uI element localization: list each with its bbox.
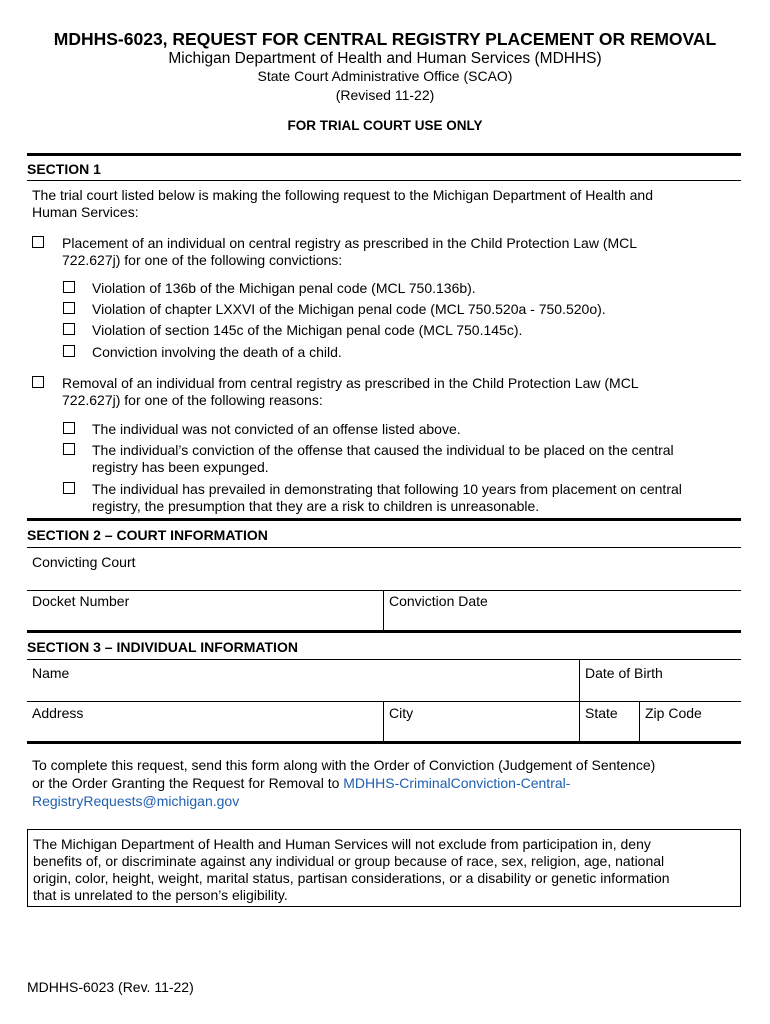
section3-top-rule bbox=[27, 630, 741, 633]
expunged-checkbox[interactable] bbox=[63, 443, 75, 455]
city-column-divider bbox=[383, 701, 384, 742]
zip-column-divider bbox=[639, 701, 640, 742]
section1-heading-rule bbox=[27, 180, 741, 181]
dob-label: Date of Birth bbox=[585, 665, 663, 681]
revision-note: (Revised 11-22) bbox=[335, 87, 435, 103]
form-footer-id: MDHHS-6023 (Rev. 11-22) bbox=[27, 979, 194, 995]
prevailed-label-line2: registry, the presumption that they are a risk to children is unreasonable. bbox=[92, 498, 540, 514]
docket-number-label: Docket Number bbox=[32, 593, 130, 609]
agency-name: Michigan Department of Health and Human Services (MDHHS) bbox=[168, 50, 602, 67]
prevailed-label-line1: The individual has prevailed in demonstrating that following 10 years from placement on central bbox=[92, 481, 682, 497]
placement-line1: Placement of an individual on central registry as prescribed in the Child Protection Law (MCL bbox=[62, 235, 638, 251]
conviction-child-death-label: Conviction involving the death of a child. bbox=[92, 344, 342, 360]
conviction-lxxvi-checkbox[interactable] bbox=[63, 302, 75, 314]
notice-line1: The Michigan Department of Health and Human Services will not exclude from participation in, deny bbox=[33, 836, 651, 852]
removal-line1: Removal of an individual from central registry as prescribed in the Child Protection Law (MCL bbox=[62, 375, 639, 391]
city-label: City bbox=[389, 705, 414, 721]
section1-top-rule bbox=[27, 153, 741, 156]
address-label: Address bbox=[32, 705, 84, 721]
state-column-divider bbox=[579, 701, 580, 742]
expunged-label-line1: The individual’s conviction of the offense that caused the individual to be placed on the central bbox=[92, 442, 674, 458]
section3-heading-rule bbox=[27, 659, 741, 660]
section2-column-divider bbox=[383, 590, 384, 631]
removal-line2: 722.627j) for one of the following reasons: bbox=[62, 392, 323, 408]
prevailed-checkbox[interactable] bbox=[63, 482, 75, 494]
section1-heading: SECTION 1 bbox=[27, 161, 101, 177]
section2-heading: SECTION 2 – COURT INFORMATION bbox=[27, 527, 268, 543]
placement-line2: 722.627j) for one of the following convictions: bbox=[62, 252, 343, 268]
section3-heading: SECTION 3 – INDIVIDUAL INFORMATION bbox=[27, 639, 298, 655]
instructions-line2 bbox=[32, 775, 570, 792]
section2-top-rule bbox=[27, 518, 741, 521]
section1-intro-line1: The trial court listed below is making the following request to the Michigan Department of Health and bbox=[32, 187, 653, 203]
conviction-lxxvi-label: Violation of chapter LXXVI of the Michigan penal code (MCL 750.520a - 750.520o). bbox=[92, 301, 606, 317]
office-name: State Court Administrative Office (SCAO) bbox=[257, 68, 513, 84]
instructions-line1: To complete this request, send this form along with the Order of Conviction (Judgement of Sentence) bbox=[32, 757, 656, 773]
notice-line4: that is unrelated to the person’s eligibility. bbox=[33, 887, 288, 903]
conviction-136b-label: Violation of 136b of the Michigan penal code (MCL 750.136b). bbox=[92, 280, 476, 296]
convicting-court-field[interactable] bbox=[27, 590, 741, 591]
conviction-145c-label: Violation of section 145c of the Michigan penal code (MCL 750.145c). bbox=[92, 322, 523, 338]
form-title: MDHHS-6023, REQUEST FOR CENTRAL REGISTRY PLACEMENT OR REMOVAL bbox=[53, 29, 717, 49]
instructions-line2-text: or the Order Granting the Request for Removal to bbox=[32, 775, 344, 791]
name-field[interactable] bbox=[27, 701, 741, 702]
conviction-136b-checkbox[interactable] bbox=[63, 281, 75, 293]
notice-line3: origin, color, height, weight, marital status, partisan considerations, or a disability or genetic information bbox=[33, 870, 670, 886]
not-convicted-label: The individual was not convicted of an offense listed above. bbox=[92, 421, 461, 437]
section1-intro-line2: Human Services: bbox=[32, 204, 139, 220]
expunged-label-line2: registry has been expunged. bbox=[92, 459, 269, 475]
section2-heading-rule bbox=[27, 547, 741, 548]
not-convicted-checkbox[interactable] bbox=[63, 422, 75, 434]
section3-bottom-rule bbox=[27, 741, 741, 744]
trial-court-use-label: FOR TRIAL COURT USE ONLY bbox=[287, 118, 483, 133]
dob-column-divider bbox=[579, 659, 580, 701]
zip-label: Zip Code bbox=[645, 705, 702, 721]
state-label: State bbox=[585, 705, 618, 721]
removal-checkbox[interactable] bbox=[32, 376, 44, 388]
convicting-court-label: Convicting Court bbox=[32, 554, 136, 570]
notice-line2: benefits of, or discriminate against any individual or group because of race, sex, religion, age, national bbox=[33, 853, 665, 869]
conviction-child-death-checkbox[interactable] bbox=[63, 345, 75, 357]
email-link-part1[interactable]: MDHHS-CriminalConviction-Central- bbox=[343, 775, 571, 791]
conviction-date-label: Conviction Date bbox=[389, 593, 488, 609]
conviction-145c-checkbox[interactable] bbox=[63, 323, 75, 335]
email-link-part2[interactable]: RegistryRequests@michigan.gov bbox=[32, 793, 240, 809]
placement-checkbox[interactable] bbox=[32, 236, 44, 248]
name-label: Name bbox=[32, 665, 70, 681]
